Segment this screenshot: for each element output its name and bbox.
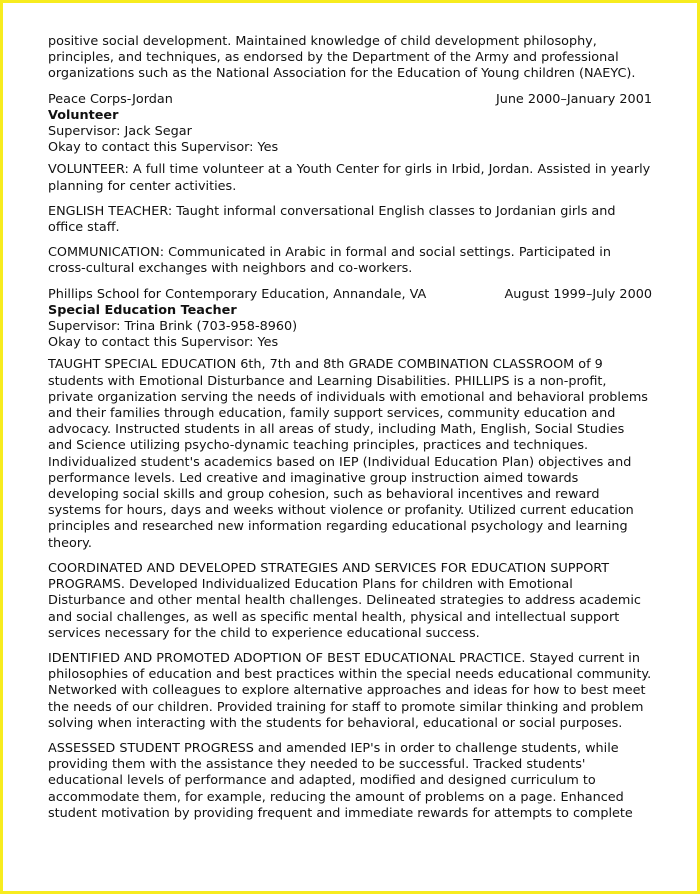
job-title: Special Education Teacher — [48, 302, 237, 318]
intro-paragraph: positive social development. Maintained knowledge of child development philosophy, principles, and techniques, as endorsed by the Department of the Army and professional organizations such as the National Association for the Education of Young children (NAEYC). — [48, 34, 636, 82]
job-duty-paragraph: TAUGHT SPECIAL EDUCATION 6th, 7th and 8th GRADE COMBINATION CLASSROOM of 9 students with Emotional Disturbance and Learning Disabilities. PHILLIPS is a non-profit, private organization serving the needs of individuals with emotional and behavioral problems and their families through education, family support services, community education and advocacy. Instructed students in all areas of study, including Math, English, Social Studies and Science utilizing psycho-dynamic teaching principles, practices and techniques. Individualized student's academics based on IEP (Individual Education Plan) objectives and performance levels. Led creative and imaginative group instruction aimed towards developing social skills and group cohesion, such as behavioral incentives and reward systems for hours, days and weeks without violence or profanity. Utilized current education principles and researched new information regarding educational psychology and learning theory. — [48, 357, 648, 551]
job-organization: Peace Corps-Jordan — [48, 91, 173, 107]
job-duty-paragraph: COORDINATED AND DEVELOPED STRATEGIES AND SERVICES FOR EDUCATION SUPPORT PROGRAMS. Developed Individualized Education Plans for children with Emotional Disturbance and other mental health challenges. Delineated strategies to address academic and social challenges, as well as specific mental health, physical and intellectual support services necessary for the child to experience educational success. — [48, 560, 641, 641]
job-entry-phillips-school — [48, 287, 652, 822]
job-dates: June 2000–January 2001 — [495, 91, 652, 107]
resume-page — [48, 34, 652, 831]
job-duty-paragraph: IDENTIFIED AND PROMOTED ADOPTION OF BEST EDUCATIONAL PRACTICE. Stayed current in philosophies of education and best practices within the special needs educational community. Networked with colleagues to explore alternative approaches and ideas for how to best meet the needs of our children. Provided training for staff to promote similar thinking and problem solving when interacting with the students for behavioral, educational or social purposes. — [48, 650, 652, 731]
job-duty-paragraph: ENGLISH TEACHER: Taught informal conversational English classes to Jordanian girls and office staff. — [48, 203, 616, 236]
job-duty-paragraph: COMMUNICATION: Communicated in Arabic in formal and social settings. Participated in cross-cultural exchanges with neighbors and co-workers. — [48, 245, 611, 277]
job-organization: Phillips School for Contemporary Education, Annandale, VA — [48, 286, 427, 302]
job-contact-permission: Okay to contact this Supervisor: Yes — [48, 140, 279, 156]
job-dates: August 1999–July 2000 — [504, 286, 652, 302]
job-duty-paragraph: VOLUNTEER: A full time volunteer at a Youth Center for girls in Irbid, Jordan. Assisted in yearly planning for center activities. — [48, 162, 651, 194]
job-header — [48, 92, 652, 108]
job-title: Volunteer — [48, 107, 119, 123]
job-supervisor: Supervisor: Jack Segar — [48, 124, 192, 140]
job-duty-paragraph: ASSESSED STUDENT PROGRESS and amended IEP's in order to challenge students, while providing them with the assistance they needed to be successful. Tracked students' educational levels of performance and adapted, modified and designed curriculum to accommodate them, for example, reducing the amount of problems on a page. Enhanced student motivation by providing frequent and immediate rewards for attempts to complete — [48, 740, 633, 821]
job-header — [48, 287, 652, 303]
job-contact-permission: Okay to contact this Supervisor: Yes — [48, 335, 279, 351]
job-entry-peace-corps — [48, 92, 652, 278]
job-supervisor: Supervisor: Trina Brink (703-958-8960) — [48, 319, 298, 335]
